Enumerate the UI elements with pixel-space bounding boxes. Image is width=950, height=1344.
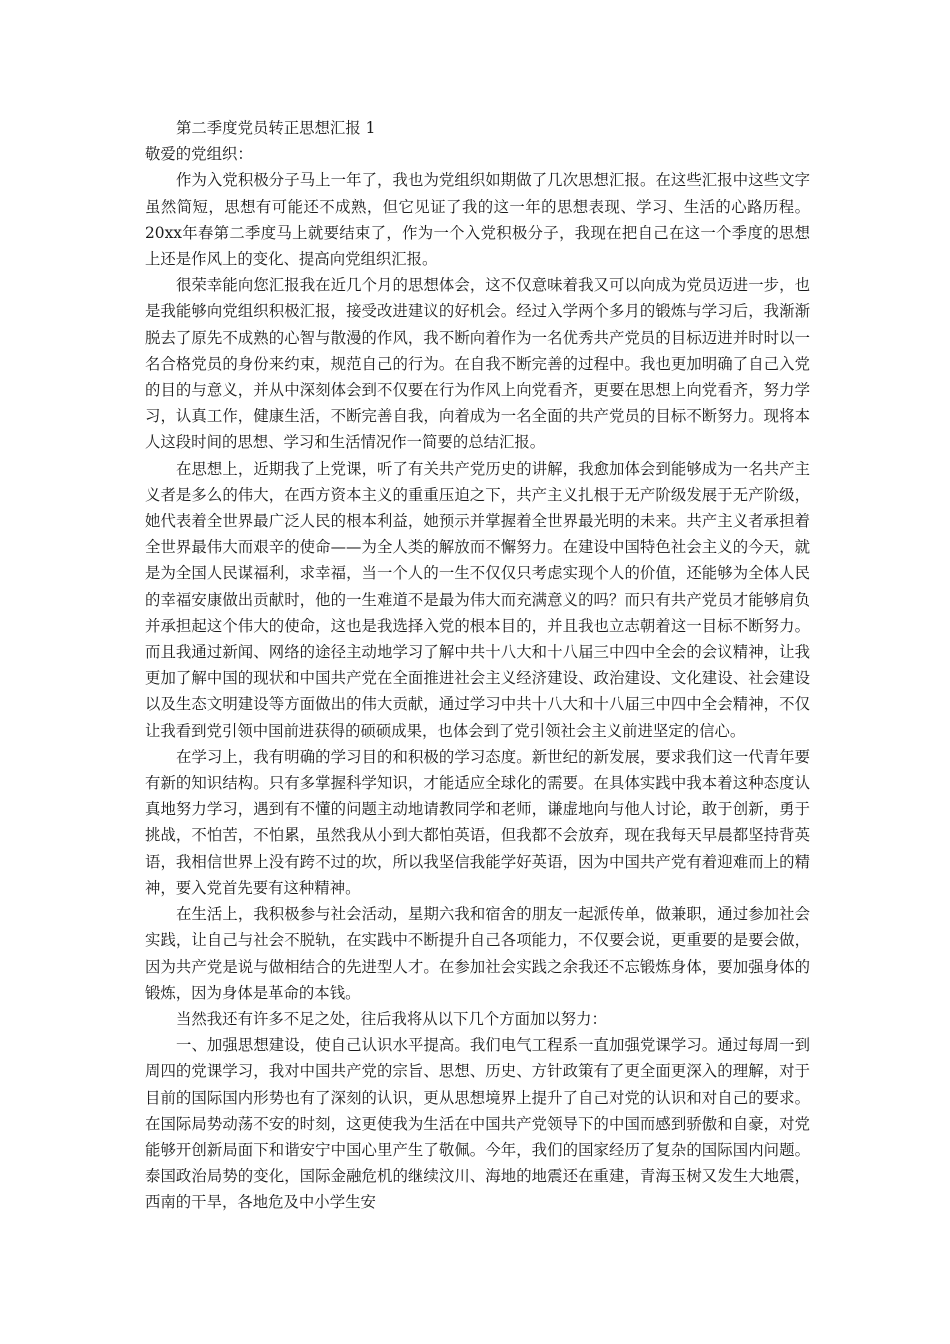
document-title: 第二季度党员转正思想汇报 1 xyxy=(176,119,376,137)
document-body xyxy=(145,115,810,1216)
paragraph-7: 一、加强思想建设，使自己认识水平提高。我们电气工程系一直加强党课学习。通过每周一到周四的党课学习，我对中国共产党的宗旨、思想、历史、方针政策有了更全面更深入的理解，对于目前的国际国内形势也有了深刻的认识，更从思想境界上提升了自己对党的认识和对自己的要求。在国际局势动荡不安的时刻，这更使我为生活在中国共产党领导下的中国而感到骄傲和自豪，对党能够开创新局面下和谐安宁中国心里产生了敬佩。今年，我们的国家经历了复杂的国际国内问题。泰国政治局势的变化，国际金融危机的继续汶川、海地的地震还在重建，青海玉树又发生大地震，西南的干旱，各地危及中小学生安 xyxy=(145,1036,810,1212)
paragraph-5: 在生活上，我积极参与社会活动，星期六我和宿舍的朋友一起派传单，做兼职，通过参加社会实践，让自己与社会不脱轨，在实践中不断提升自己各项能力，不仅要会说，更重要的是要会做，因为共产党是说与做相结合的先进型人才。在参加社会实践之余我还不忘锻炼身体，要加强身体的锻炼，因为身体是革命的本钱。 xyxy=(145,905,810,1002)
paragraph-6: 当然我还有许多不足之处，往后我将从以下几个方面加以努力： xyxy=(176,1009,607,1028)
paragraph-3: 在思想上，近期我了上党课，听了有关共产党历史的讲解，我愈加体会到能够成为一名共产主义者是多么的伟大，在西方资本主义的重重压迫之下，共产主义扎根于无产阶级发展于无产阶级，她代表着全世界最广泛人民的根本利益，她预示并掌握着全世界最光明的未来。共产主义者承担着全世界最伟大而艰辛的使命——为全人类的解放而不懈努力。在建设中国特色社会主义的今天，就是为全国人民谋福利，求幸福，当一个人的一生不仅仅只考虑实现个人的价值，还能够为全体人民的幸福安康做出贡献时，他的一生难道不是最为伟大而充满意义的吗？而只有共产党员才能够肩负并承担起这个伟大的使命，这也是我选择入党的根本目的，并且我也立志朝着这一目标不断努力。而且我通过新闻、网络的途径主动地学习了解中共十八大和十八届三中四中全会的会议精神，让我更加了解中国的现状和中国共产党在全面推进社会主义经济建设、政治建设、文化建设、社会建设以及生态文明建设等方面做出的伟大贡献，通过学习中共十八大和十八届三中四中全会精神，不仅让我看到党引领中国前进获得的硕硕成果，也体会到了党引领社会主义前进坚定的信心。 xyxy=(145,459,810,740)
paragraph-1: 作为入党积极分子马上一年了，我也为党组织如期做了几次思想汇报。在这些汇报中这些文字虽然简短，思想有可能还不成熟，但它见证了我的这一年的思想表现、学习、生活的心路历程。20xx年春第二季度马上就要结束了，作为一个入党积极分子，我现在把自己在这一个季度的思想上还是作风上的变化、提高向党组织汇报。 xyxy=(145,171,810,269)
paragraph-4: 在学习上，我有明确的学习目的和积极的学习态度。新世纪的新发展，要求我们这一代青年要有新的知识结构。只有多掌握科学知识，才能适应全球化的需要。在具体实践中我本着这种态度认真地努力学习，遇到有不懂的问题主动地请教同学和老师，谦虚地向与他人讨论，敢于创新，勇于挑战，不怕苦，不怕累，虽然我从小到大都怕英语，但我都不会放弃，现在我每天早晨都坚持背英语，我相信世界上没有跨不过的坎，所以我坚信我能学好英语，因为中国共产党有着迎难而上的精神，要入党首先要有这种精神。 xyxy=(145,747,810,897)
salutation: 敬爱的党组织： xyxy=(145,145,253,164)
paragraph-2: 很荣幸能向您汇报我在近几个月的思想体会，这不仅意味着我又可以向成为党员迈进一步，也是我能够向党组织积极汇报，接受改进建议的好机会。经过入学两个多月的锻炼与学习后，我渐渐脱去了原先不成熟的心智与散漫的作风，我不断向着作为一名优秀共产党员的目标迈进并时时以一名合格党员的身份来约束，规范自己的行为。在自我不断完善的过程中。我也更加明确了自己入党的目的与意义，并从中深刻体会到不仅要在行为作风上向党看齐，更要在思想上向党看齐，努力学习，认真工作，健康生活，不断完善自我，向着成为一名全面的共产党员的目标不断努力。现将本人这段时间的思想、学习和生活情况作一简要的总结汇报。 xyxy=(145,276,810,452)
